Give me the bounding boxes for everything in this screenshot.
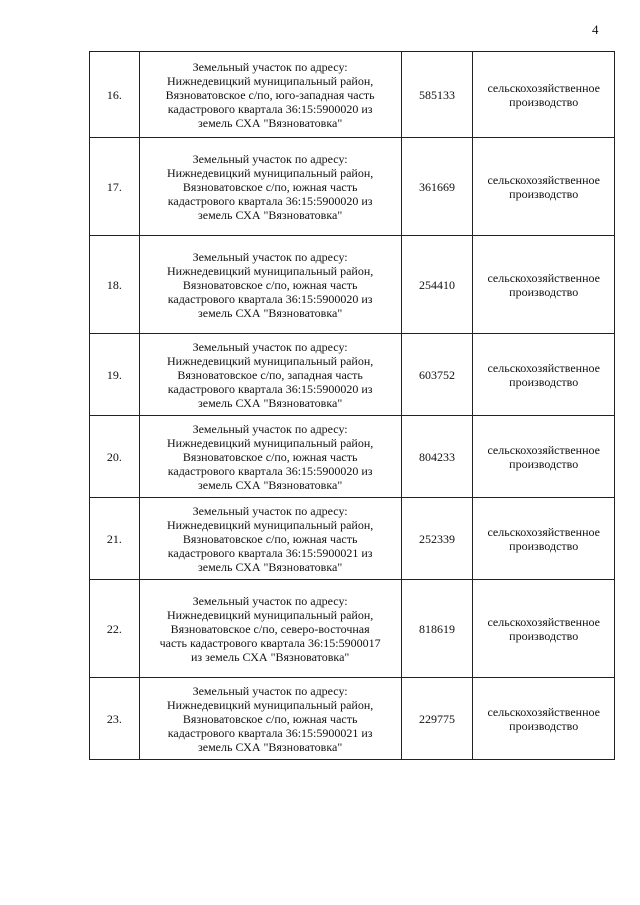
- land-use: [473, 580, 615, 678]
- description-line: Нижнедевицкий муниципальный район,: [166, 263, 374, 278]
- land-use-line: производство: [509, 628, 579, 643]
- row-number: 16.: [90, 52, 140, 138]
- land-use-line: сельскохозяйственное: [487, 524, 600, 539]
- plot-area: 818619: [401, 580, 473, 678]
- description-line: Земельный участок по адресу:: [192, 59, 348, 74]
- description-line: Земельный участок по адресу:: [192, 503, 348, 518]
- description-line: Нижнедевицкий муниципальный район,: [166, 165, 374, 180]
- description-line: Вязноватовское с/по, южная часть: [182, 449, 358, 464]
- description-line: кадастрового квартала 36:15:5900021 из: [167, 545, 373, 560]
- row-number: 23.: [90, 678, 140, 760]
- description-line: кадастрового квартала 36:15:5900020 из: [167, 193, 373, 208]
- plot-area: 804233: [401, 416, 473, 498]
- description-line: Земельный участок по адресу:: [192, 683, 348, 698]
- row-number: 22.: [90, 580, 140, 678]
- row-number: 21.: [90, 498, 140, 580]
- description-line: Вязноватовское с/по, южная часть: [182, 531, 358, 546]
- land-use-line: сельскохозяйственное: [487, 360, 600, 375]
- description-line: кадастрового квартала 36:15:5900020 из: [167, 463, 373, 478]
- description-line: Земельный участок по адресу:: [192, 339, 348, 354]
- row-number: 20.: [90, 416, 140, 498]
- land-use-line: сельскохозяйственное: [487, 442, 600, 457]
- plot-area: 603752: [401, 334, 473, 416]
- description-line: земель СХА "Вязноватовка": [198, 477, 343, 492]
- plot-description: [139, 334, 401, 416]
- description-line: Земельный участок по адресу:: [192, 151, 348, 166]
- land-use-line: сельскохозяйственное: [487, 614, 600, 629]
- description-line: земель СХА "Вязноватовка": [198, 739, 343, 754]
- row-number: 17.: [90, 138, 140, 236]
- description-line: кадастрового квартала 36:15:5900020 из: [167, 381, 373, 396]
- description-line: Вязноватовское с/по, северо-восточная: [170, 621, 370, 636]
- description-line: земель СХА "Вязноватовка": [198, 305, 343, 320]
- land-use-line: производство: [509, 718, 579, 733]
- table-row: [90, 498, 615, 580]
- land-use: [473, 138, 615, 236]
- description-line: Земельный участок по адресу:: [192, 249, 348, 264]
- table-row: [90, 138, 615, 236]
- plot-area: 229775: [401, 678, 473, 760]
- table-row: [90, 416, 615, 498]
- land-use: [473, 334, 615, 416]
- plot-description: [139, 52, 401, 138]
- description-line: Вязноватовское с/по, южная часть: [182, 711, 358, 726]
- land-use-line: сельскохозяйственное: [487, 172, 600, 187]
- description-line: земель СХА "Вязноватовка": [198, 559, 343, 574]
- description-line: Земельный участок по адресу:: [192, 593, 348, 608]
- description-line: Нижнедевицкий муниципальный район,: [166, 697, 374, 712]
- description-line: земель СХА "Вязноватовка": [198, 115, 343, 130]
- plot-description: [139, 580, 401, 678]
- description-line: земель СХА "Вязноватовка": [198, 207, 343, 222]
- land-use-line: производство: [509, 94, 579, 109]
- description-line: Вязноватовское с/по, южная часть: [182, 277, 358, 292]
- land-use: [473, 678, 615, 760]
- description-line: кадастрового квартала 36:15:5900021 из: [167, 725, 373, 740]
- description-line: Земельный участок по адресу:: [192, 421, 348, 436]
- plot-description: [139, 498, 401, 580]
- description-line: кадастрового квартала 36:15:5900020 из: [167, 101, 373, 116]
- land-use: [473, 416, 615, 498]
- description-line: Вязноватовское с/по, южная часть: [182, 179, 358, 194]
- plot-description: [139, 236, 401, 334]
- plot-description: [139, 678, 401, 760]
- description-line: Нижнедевицкий муниципальный район,: [166, 353, 374, 368]
- description-line: часть кадастрового квартала 36:15:5900017: [159, 635, 381, 650]
- description-line: Нижнедевицкий муниципальный район,: [166, 435, 374, 450]
- description-line: кадастрового квартала 36:15:5900020 из: [167, 291, 373, 306]
- description-line: Нижнедевицкий муниципальный район,: [166, 517, 374, 532]
- plot-area: 361669: [401, 138, 473, 236]
- plot-area: 254410: [401, 236, 473, 334]
- table-row: [90, 52, 615, 138]
- land-use-line: производство: [509, 284, 579, 299]
- description-line: из земель СХА "Вязноватовка": [190, 649, 350, 664]
- description-line: земель СХА "Вязноватовка": [198, 395, 343, 410]
- land-use: [473, 236, 615, 334]
- description-line: Нижнедевицкий муниципальный район,: [166, 73, 374, 88]
- land-use-line: производство: [509, 538, 579, 553]
- description-line: Вязноватовское с/по, юго-западная часть: [165, 87, 375, 102]
- table-row: [90, 678, 615, 760]
- plot-description: [139, 416, 401, 498]
- land-use-line: производство: [509, 374, 579, 389]
- table-row: [90, 236, 615, 334]
- land-use: [473, 52, 615, 138]
- description-line: Нижнедевицкий муниципальный район,: [166, 607, 374, 622]
- page-number: 4: [592, 22, 599, 37]
- row-number: 18.: [90, 236, 140, 334]
- land-use-line: сельскохозяйственное: [487, 270, 600, 285]
- land-use-line: сельскохозяйственное: [487, 80, 600, 95]
- table-row: [90, 334, 615, 416]
- table-row: [90, 580, 615, 678]
- plot-area: 585133: [401, 52, 473, 138]
- land-plots-table: [89, 51, 615, 760]
- row-number: 19.: [90, 334, 140, 416]
- land-use-line: производство: [509, 456, 579, 471]
- land-use: [473, 498, 615, 580]
- land-use-line: сельскохозяйственное: [487, 704, 600, 719]
- description-line: Вязноватовское с/по, западная часть: [177, 367, 363, 382]
- land-use-line: производство: [509, 186, 579, 201]
- plot-area: 252339: [401, 498, 473, 580]
- plot-description: [139, 138, 401, 236]
